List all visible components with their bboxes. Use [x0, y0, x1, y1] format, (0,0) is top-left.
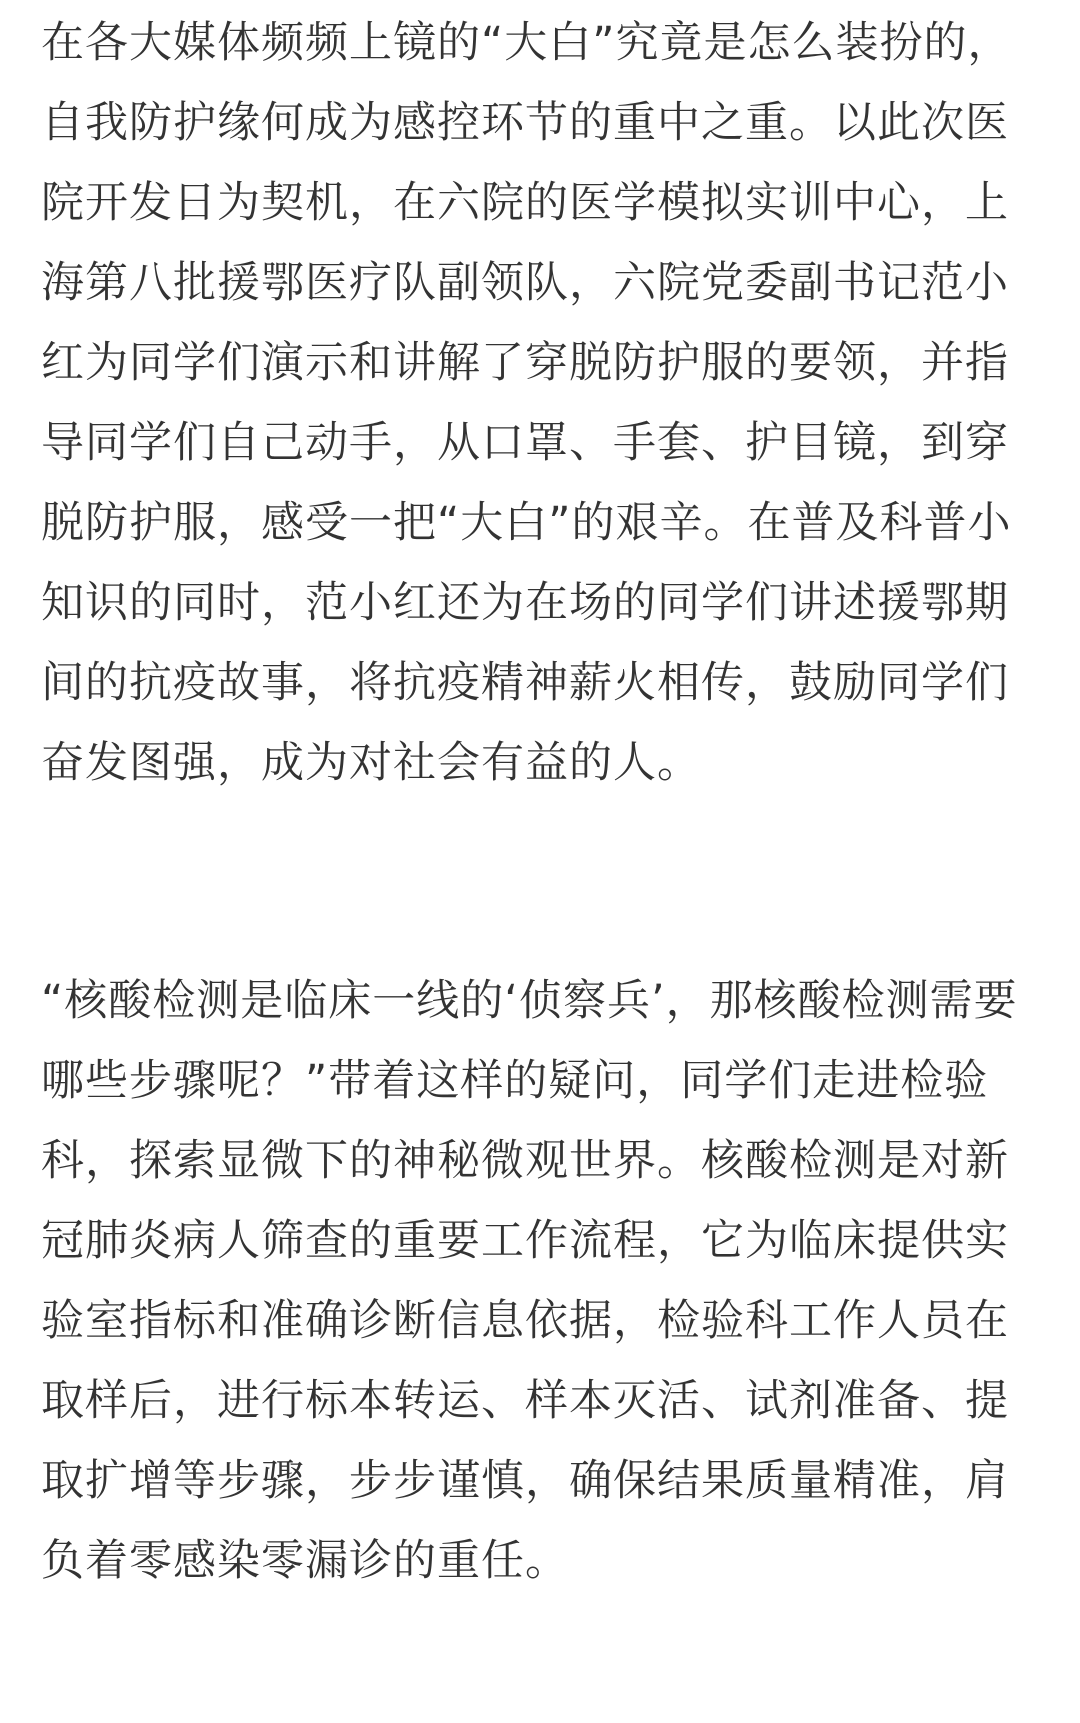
- paragraph-nucleic-acid-test: [41, 961, 1041, 1601]
- text-line: 知识的同时，范小红还为在场的同学们讲述援鄂期: [41, 578, 1009, 628]
- paragraph-spacer: [41, 803, 1041, 961]
- text-line: 科，探索显微下的神秘微观世界。核酸检测是对新: [41, 1136, 1009, 1186]
- text-line: 冠肺炎病人筛查的重要工作流程，它为临床提供实: [41, 1216, 1009, 1266]
- text-line: 取扩增等步骤，步步谨慎，确保结果质量精准，肩: [41, 1456, 1009, 1506]
- text-line: 间的抗疫故事，将抗疫精神薪火相传，鼓励同学们: [41, 658, 1009, 708]
- text-line: 脱防护服，感受一把“大白”的艰辛。在普及科普小: [41, 498, 1012, 548]
- text-line: 奋发图强，成为对社会有益的人。: [41, 738, 701, 788]
- text-line: 负着零感染零漏诊的重任。: [41, 1536, 569, 1586]
- text-line: 导同学们自己动手，从口罩、手套、护目镜，到穿: [41, 418, 1009, 468]
- article-body: [41, 3, 1041, 1601]
- text-line: 自我防护缘何成为感控环节的重中之重。以此次医: [41, 98, 1009, 148]
- text-line: 院开发日为契机，在六院的医学模拟实训中心，上: [41, 178, 1009, 228]
- text-line: 验室指标和准确诊断信息依据，检验科工作人员在: [41, 1296, 1009, 1346]
- text-line: 红为同学们演示和讲解了穿脱防护服的要领，并指: [41, 338, 1009, 388]
- text-line: 在各大媒体频频上镜的“大白”究竟是怎么装扮的，: [41, 18, 1012, 68]
- text-line: 海第八批援鄂医疗队副领队，六院党委副书记范小: [41, 258, 1009, 308]
- paragraph-protective-suit: [41, 3, 1041, 803]
- text-line: 取样后，进行标本转运、样本灭活、试剂准备、提: [41, 1376, 1009, 1426]
- text-line: 哪些步骤呢？”带着这样的疑问，同学们走进检验: [41, 1056, 989, 1106]
- text-line: “核酸检测是临床一线的‘侦察兵’，那核酸检测需要: [41, 976, 1018, 1026]
